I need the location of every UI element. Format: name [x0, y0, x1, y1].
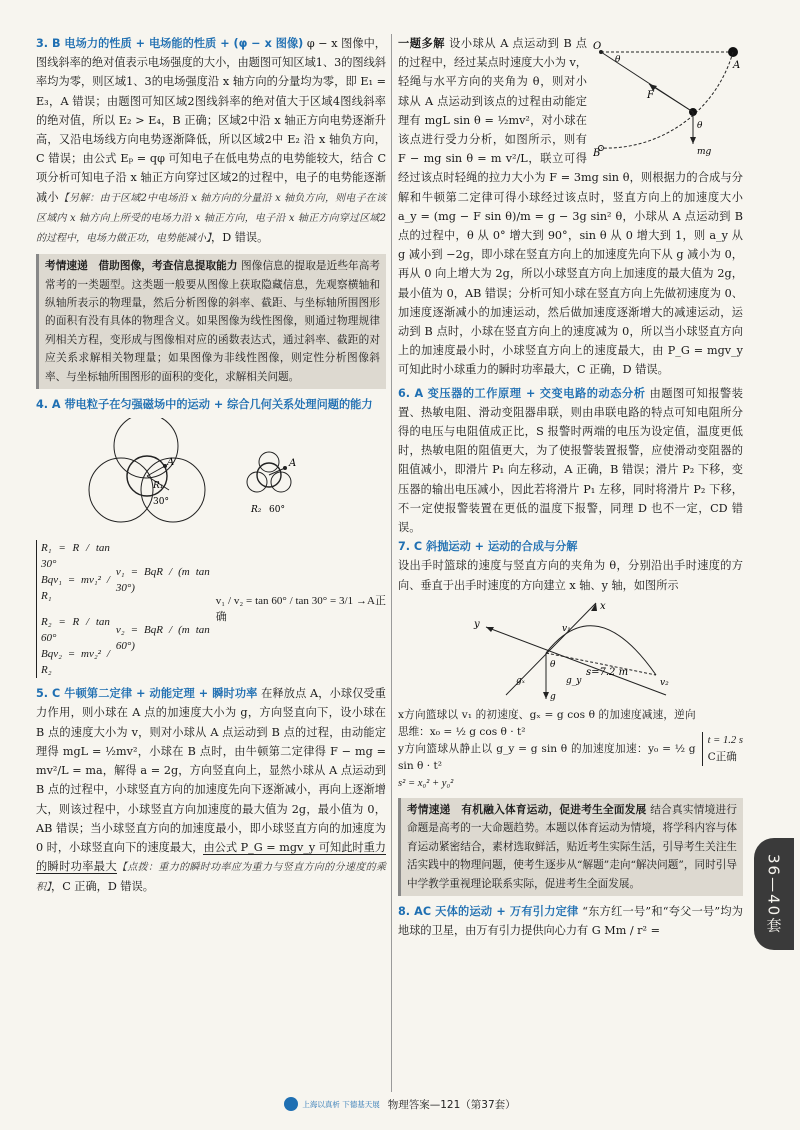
q4-eq-result: →A正确 — [215, 595, 387, 624]
q4-eq-r1: R₁ = R / tan 30° — [41, 542, 110, 571]
q7-heading: 7. C 斜抛运动 + 运动的合成与分解 — [398, 540, 578, 554]
q7-projectile-figure — [446, 599, 696, 703]
question-3 — [36, 34, 386, 248]
question-6 — [398, 384, 743, 538]
exam-tip-box-1 — [36, 254, 386, 389]
fig-label-f: F — [647, 90, 654, 101]
q4-eq-force1: Bqv₁ = mv₁² / R₁ — [41, 574, 110, 603]
q5-end: ，C 正确，D 错误。 — [51, 880, 154, 894]
exam-tip-title-2: 考情速递 有机融入体育运动，促进考生全面发展 — [407, 803, 647, 816]
q7-label-gx: gₓ — [515, 675, 525, 686]
q7-label-s: s=7.2 m — [585, 666, 628, 678]
q7-steps — [398, 707, 743, 792]
multi-solution-body: 设小球从 A 点运动到 B 点的过程中，经过某点时速度大小为 v，轻绳与水平方向的夹角为 θ，则对小球从 A 点运动到该点的过程由动能定理有 mgL sin θ = ½mv²，对小球在该点进行受力分析，如图所示，则有 F − mg sin θ = m v²/L，联立可得经过该点时轻绳的拉力大小为 F = 3mg sin θ，则根据力的合成与分解和牛顿第二定律可得小球经过该点时，竖直方向上的加速度大小 a_y = (mg − F sin θ)/m = g − 3g sin² θ，小球从 A 点运动到 B 点的过程中，θ 从 0° 增大到 90°，sin θ 从 0 增大到 1，则 a_y 从 g 减小到 −2g，即小球在竖直方向上的加速度先向下从 g 减小为 0，再从 0 向上增大为 2g，所以小球竖直方向上加速度的最大值为 2g，最小值为 0，AB 错误；分析可知小球在竖直方向上先做初速度为 0、加速度逐渐减小的加速运动，然后做加速度逐渐增大的减速运动，运动到 B 点时，小球在竖直方向上的速度减为 0，所以当小球竖直方向上的加速度最小时，小球竖直方向上的速度最大，由 P_G = mgv_y 可知此时小球重力的瞬时功率最大，C 正确，D 错误。 — [398, 37, 743, 377]
q4-label-60: 60° — [269, 505, 285, 516]
q3-end: ，D 错误。 — [211, 231, 269, 245]
q7-result-t: t = 1.2 s — [707, 735, 743, 747]
q7-step-s: s² = x₀² + y₀² — [398, 777, 454, 789]
q7-label-x: x — [599, 600, 606, 612]
fig-label-mg: mg — [697, 147, 712, 157]
q4-eq-v1: v₁ = BqR / (m tan 30°) — [115, 566, 210, 595]
q7-label-gy: g_y — [565, 675, 581, 686]
exam-tip-text: 图像信息的提取是近些年高考常考的一类题型。这类题一般要从图像上获取隐藏信息，先观察横轴和纵轴所表示的物理量，然后分析图像的斜率、截距、与坐标轴所围图形的面积有没有具体的物理含义。如果图像为线性图像，则通过物理规律列相关方程，变形成与图像相对应的函数表达式，通过斜率、截距的对应关系求解相关物理量；如果图像为非线性图像，则定性分析图像斜率、与坐标轴所围图形的面积的变化，求解相关问题。 — [45, 260, 381, 383]
fig-label-theta1: θ — [615, 55, 621, 65]
exam-tip-title: 考情速递 借助图像，考查信息提取能力 — [45, 260, 238, 273]
q7-label-v1: v₁ — [561, 623, 571, 634]
q3-heading: 3. B 电场力的性质 + 电场能的性质 + (φ − x 图像) — [36, 37, 304, 50]
q5-note: 【点拨：重力的瞬时功率应为重力与竖直方向的分速度的乘积】 — [36, 862, 386, 894]
q4-equations — [36, 540, 386, 678]
question-8 — [398, 902, 743, 940]
page-footer — [0, 1097, 800, 1112]
q7-label-theta: θ — [549, 659, 555, 670]
q8-heading: 8. AC 天体的运动 + 万有引力定律 — [398, 904, 579, 918]
fig-label-b: B — [593, 148, 601, 158]
q5-heading: 5. C 牛顿第二定律 + 动能定理 + 瞬时功率 — [36, 687, 258, 701]
question-5 — [36, 684, 386, 897]
q7-result-answer: C正确 — [707, 751, 737, 764]
q5-underlined: 由公式 P_G = mgv_y 可知此时重力的瞬时功率最大 — [36, 840, 386, 874]
q3-note: 【另解：由于区域2中电场沿 x 轴方向的分量沿 x 轴负方向，则电子在该区域内 x 轴方向上所受的电场力沿 x 轴正方向，电子沿 x 轴正方向穿过区域2的过程中，电场力做正功，电势能减小】 — [36, 192, 386, 245]
q4-label-r1: R₁ — [153, 481, 164, 492]
q4-eq-ratio: v₁ / v₂ = tan 60° / tan 30° = 3/1 — [215, 595, 354, 608]
q4-label-a: A — [167, 457, 175, 469]
q3-body: φ − x 图像中，图线斜率的绝对值表示电场强度的大小，由题图可知区域1、3的图线斜率均为零，则区域1、3的电场强度沿 x 轴方向的分量均为零，即 E₁ = E₃，A 错误；由题图可知区域2图线斜率的绝对值大于区域4图线斜率的绝对值，所以 E₂ > E₄，B 正确；区域2中沿 x 轴正方向电势逐渐升高，又沿电场线方向电势逐渐降低，所以区域2中 E₂ 沿 x 轴负方向，C 错误；由公式 Eₚ = qφ 可知电子在低电势点的电势能较大，结合 C 项分析可知电子沿 x 轴正方向穿过区域2的过程中，电子的电势能逐渐减小 — [36, 37, 386, 204]
q4-label-r2: R₂ — [251, 505, 262, 516]
q4-label-30: 30° — [153, 497, 169, 508]
question-7 — [398, 537, 743, 595]
fig-label-o: O — [593, 41, 602, 52]
fig-label-a: A — [733, 60, 741, 71]
q4-magnetic-field-figure — [61, 418, 361, 536]
right-column — [398, 34, 743, 940]
q4-heading: 4. A 带电粒子在匀强磁场中的运动 + 综合几何关系处理问题的能力 — [36, 398, 373, 412]
q4-eq-v2: v₂ = BqR / (m tan 60°) — [115, 624, 210, 653]
q8-body: “东方红一号”和“夸父一号”均为地球的卫星，由万有引力提供向心力有 G Mm / r² = — [398, 904, 743, 938]
publisher-brand: 上海以真析 下德基天展 — [302, 1100, 380, 1109]
q5-body: 在释放点 A，小球仅受重力作用，则小球在 A 点的加速度大小为 g，方向竖直向下，设小球在 B 点的速度大小为 v，则对小球从 A 点运动到 B 点的过程，由动能定理得 mgL = ½mv²，小球在 B 点时，由牛顿第二定律得 F − mg = mv²/L = ma，解得 a = 2g，方向竖直向上，显然小球从 A 点运动到 B 点的过程中，小球竖直方向的加速度先向下逐渐减小，再向上逐渐增大，则该过程中，小球竖直方向加速度的最大值为 2g，最小值为 0，AB 错误；当小球竖直方向的加速度最小，即小球竖直方向的加速度为 0 时，小球竖直向下的速度最大， — [36, 687, 386, 854]
multi-solution — [398, 34, 743, 380]
q6-body: 由题图可知报警装置、热敏电阻、滑动变阻器串联，则由串联电路的特点可知电阻所分得的电压与电阻值成正比，S 报警时两端的电压为设定值，温度更低时，热敏电阻的阻值更大，为了使报警装置报警，应使滑动变阻器的阻值减小，即滑片 P₁ 向左移动，A 正确，B 错误；滑片 P₂ 下移，变压器的输出电压减小，因此若将滑片 P₁ 左移，同时将滑片 P₂ 下移，不一定使报警装置在更低的温度下报警，同理 D 也不一定，CD 错误。 — [398, 386, 743, 535]
exam-tip-box-2 — [398, 798, 743, 896]
q7-step-x: x方向篮球以 v₁ 的初速度、gₓ = g cos θ 的加速度减速，逆向思维：x₀ = ½ g cos θ · t² — [398, 708, 696, 738]
q4-eq-force2: Bqv₂ = mv₂² / R₂ — [41, 648, 110, 677]
multi-solution-heading: 一题多解 — [398, 37, 445, 50]
q7-body: 设出手时篮球的速度与竖直方向的夹角为 θ，分别沿出手时速度的方向、垂直于出手时速度的方向建立 x 轴、y 轴，如图所示 — [398, 559, 743, 592]
exam-tip-text-2: 结合真实情境进行命题是高考的一大命题趋势。本题以体育运动为情境，将学科内容与体育运动紧密结合，素材选取鲜活，贴近考生实际生活，引导考生关注生活实践中的物理问题，使考生逐步从“解题”走向“解决问题”，同时引导中学教学重视理论联系实际，促进考生全面发展。 — [407, 803, 738, 890]
left-column — [36, 34, 386, 898]
page-number: 物理答案—121（第37套） — [387, 1099, 516, 1111]
column-divider — [391, 34, 392, 1092]
q7-label-v2: v₂ — [659, 677, 669, 688]
publisher-logo-icon — [284, 1097, 298, 1111]
q4-label-a2: A — [289, 458, 297, 470]
q5-force-figure — [593, 40, 743, 158]
set-range-tab: 36—40套 — [754, 838, 794, 950]
fig-label-theta2: θ — [697, 121, 703, 131]
q7-label-y: y — [473, 618, 480, 630]
q7-step-y: y方向篮球从静止以 g_y = g sin θ 的加速度加速：y₀ = ½ g sin θ · t² — [398, 742, 696, 772]
q7-label-g: g — [549, 691, 556, 702]
q4-eq-r2: R₂ = R / tan 60° — [41, 616, 110, 645]
q6-heading: 6. A 变压器的工作原理 + 交变电路的动态分析 — [398, 386, 646, 400]
